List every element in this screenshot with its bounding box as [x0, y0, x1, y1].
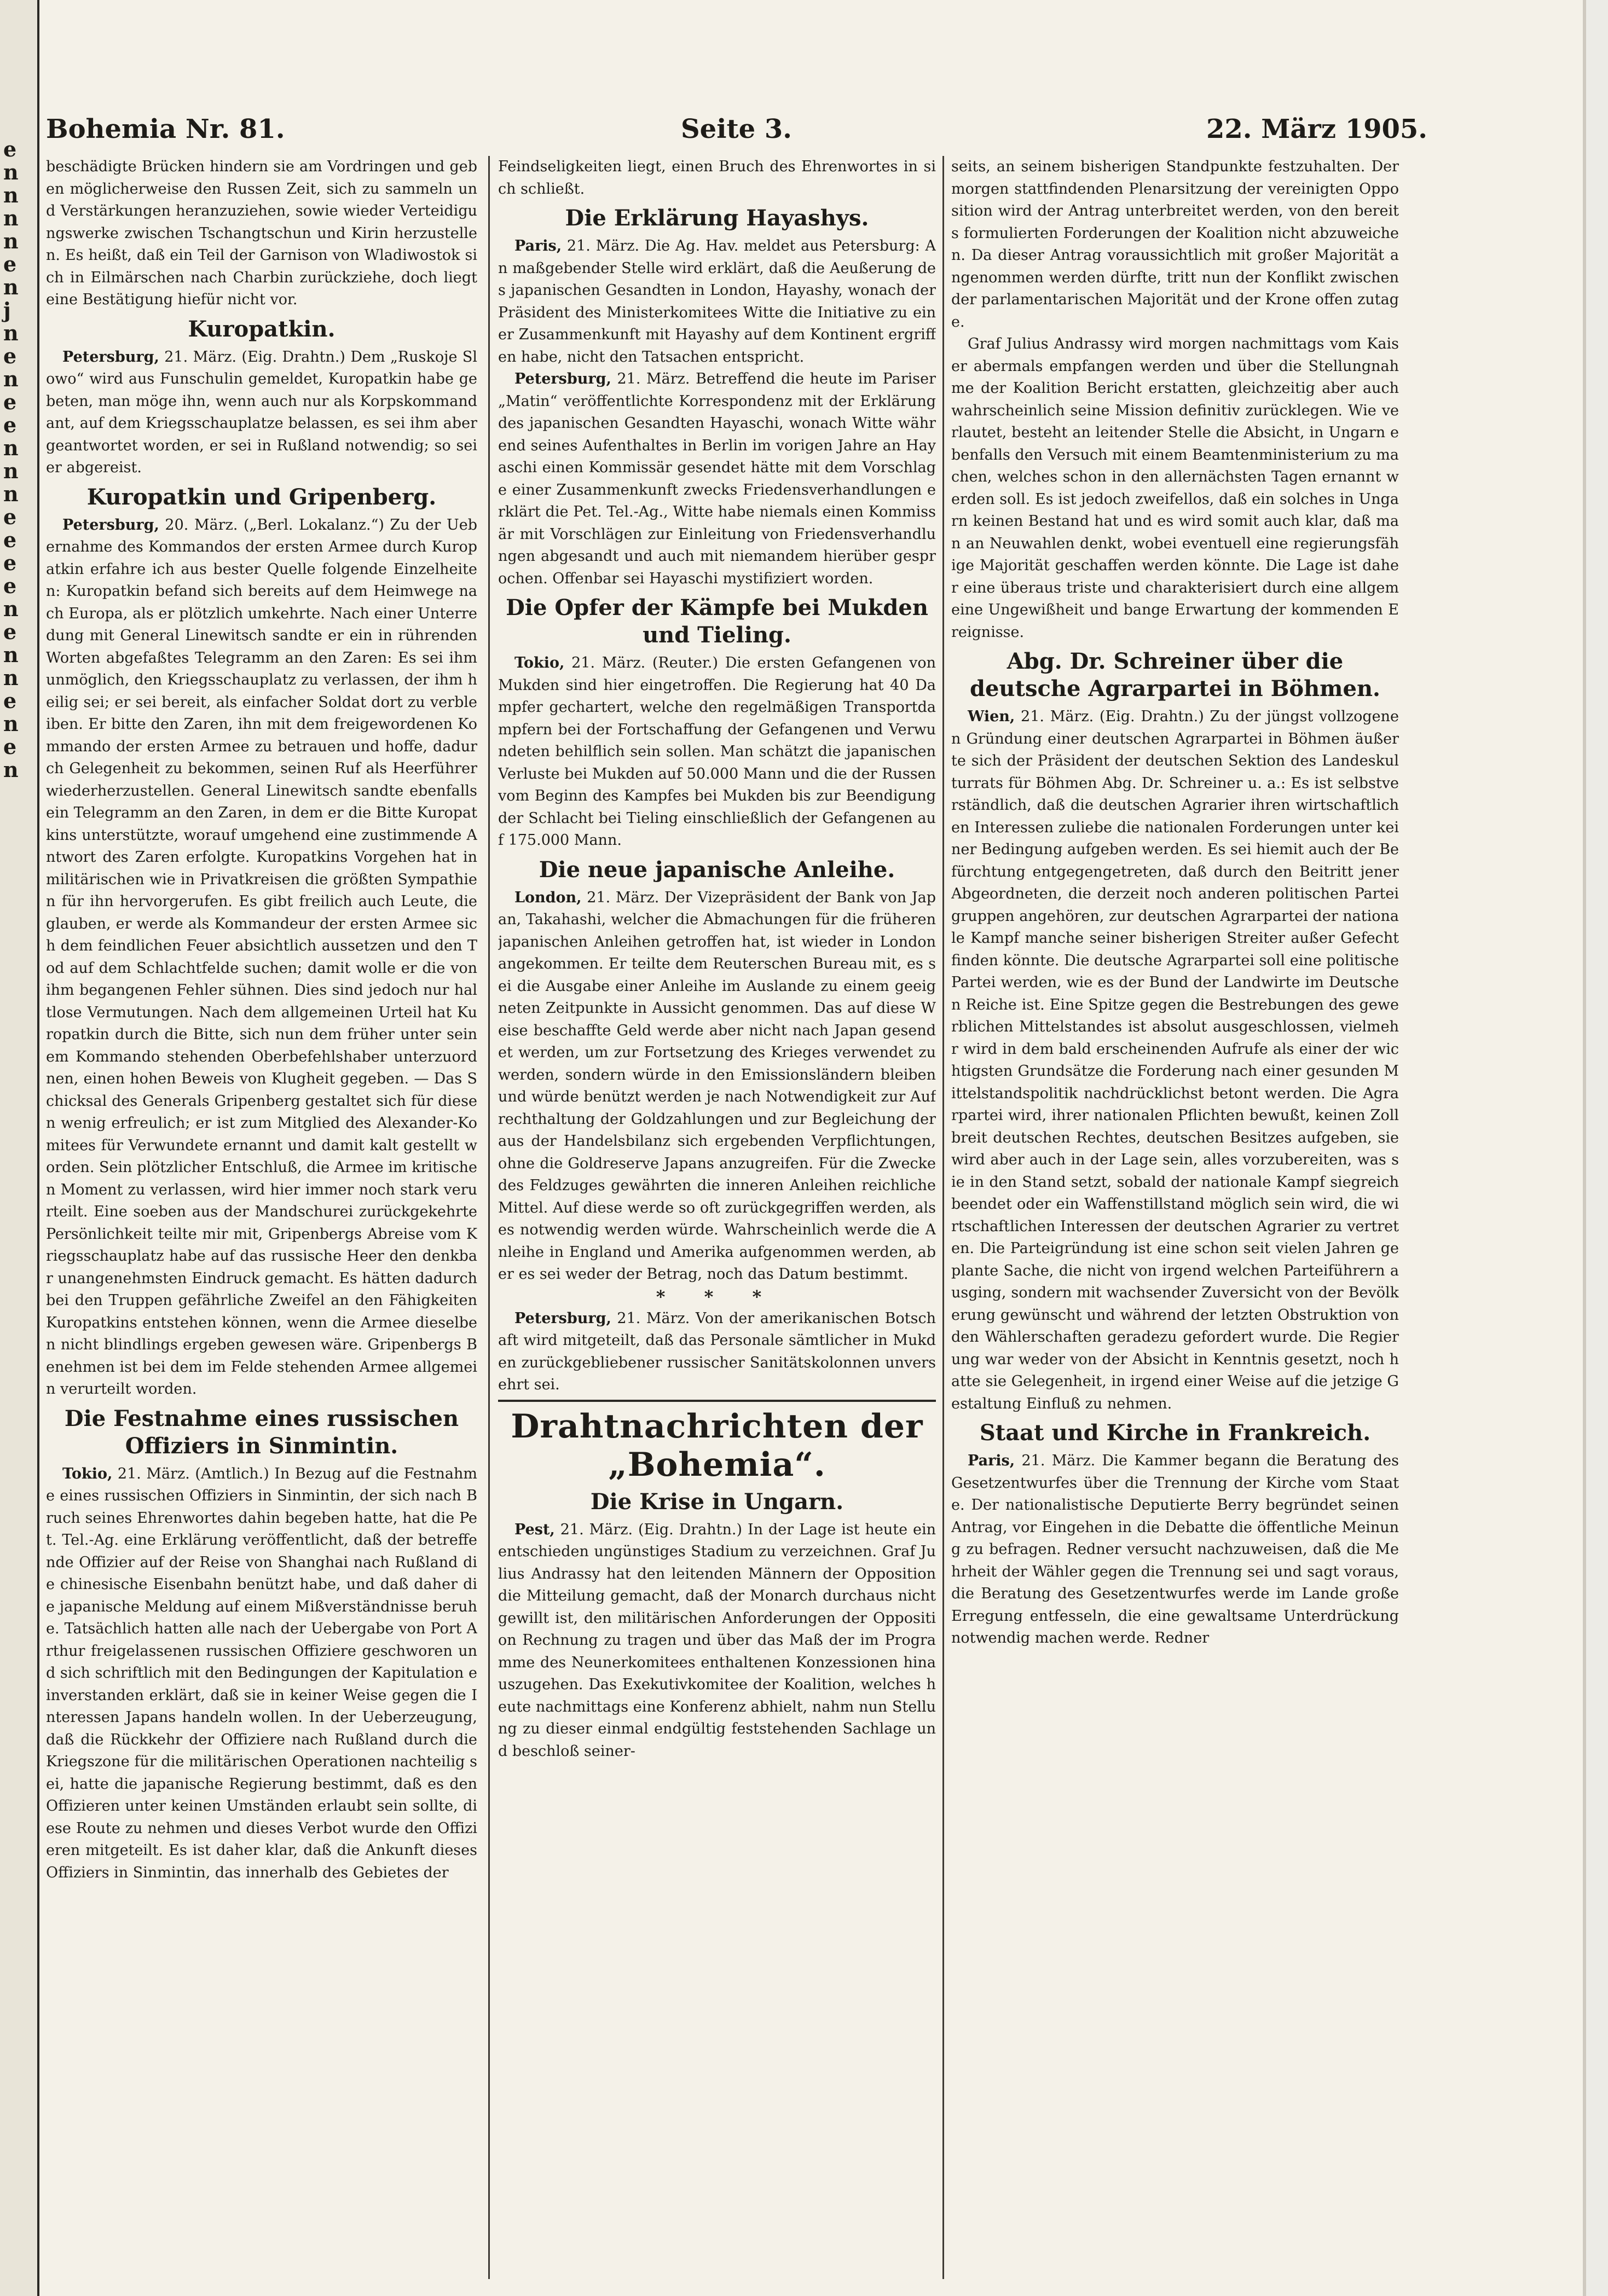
paragraph-text: 21. März. Die Ag. Hav. meldet aus Petersburg: An maßgebender Stelle wird erklärt, daß die Aeußerung des japanischen Gesandten in London, Hayashy, wonach der Präsident des Ministerkomitees Witte die Initiative zu einer Zusammenkunft mit Hayashy auf dem Kontinent ergriffen habe, nicht den Tatsachen entspricht. [498, 237, 936, 366]
dateline: Paris, [514, 237, 562, 254]
margin-letter: n [3, 160, 19, 184]
paragraph-text: Graf Julius Andrassy wird morgen nachmittags vom Kaiser abermals empfangen werden und über die Stellungnahme der Koalition Bericht erstatten, gleichzeitig aber auch wahrscheinlich seine Mission definitiv zurücklegen. Wie verlautet, besteht an leitender Stelle die Absicht, in Ungarn ebenfalls den Versuch mit einem Beamtenministerium zu machen, welches schon in den allernächsten Tagen ernannt werden soll. Es ist jedoch zweifellos, daß ein solches in Ungarn keinen Bestand hat und es wird somit auch klar, daß man an Neuwahlen denkt, wobei eventuell eine regierungsfähige Majorität geschaffen werden könnte. Die Lage ist daher eine überaus triste und charakterisiert durch eine allgemeine Ungewißheit und bange Erwartung der kommenden Ereignisse. [951, 335, 1399, 641]
margin-letter: n [3, 711, 19, 736]
paragraph-text: 21. März. Der Vizepräsident der Bank von Japan, Takahashi, welcher die Abmachungen für die früheren japanischen Anleihen getroffen hat, ist wieder in London angekommen. Er teilte dem Reuterschen Bureau mit, es sei die Ausgabe einer Anleihe im Auslande zu einem geeigneten Zeitpunkte in Aussicht genommen. Das auf diese Weise beschaffte Geld werde aber nicht nach Japan gesendet werden, um zur Fortsetzung des Krieges verwendet zu werden, sondern würde in den Emissionsländern bleiben und würde benützt werden je nach Notwendigkeit zur Aufrechthaltung der Goldzahlungen und zur Begleichung der aus der Handelsbilanz sich ergebenden Verpflichtungen, ohne die Goldreserve Japans anzugreifen. Für die Zwecke des Feldzuges gewährten die inneren Anleihen reichliche Mittel. Auf diese werde so oft zurückgegriffen werden, als es notwendig werden würde. Wahrscheinlich werde die Anleihe in England und Amerika aufgenommen werden, aber es sei weder der Betrag, noch das Datum bestimmt. [498, 889, 936, 1283]
margin-letter: n [3, 206, 19, 230]
margin-letter: n [3, 482, 19, 506]
article-paragraph [951, 156, 1399, 333]
dateline: Petersburg, [62, 348, 159, 366]
margin-letter: n [3, 642, 19, 667]
article-paragraph [46, 1463, 477, 1885]
article-paragraph [46, 346, 477, 479]
margin-letter: e [3, 619, 17, 644]
page-edge [1586, 0, 1608, 2296]
article-headline: Die Erklärung Hayashys. [565, 205, 869, 231]
margin-letter: n [3, 183, 19, 207]
paragraph-text: 21. März. (Eig. Drahtn.) In der Lage ist heute ein entschieden ungünstiges Stadium zu verzeichnen. Graf Julius Andrassy hat den leitenden Männern der Opposition die Mitteilung gemacht, daß der Monarch durchaus nicht gewillt ist, den militärischen Anforderungen der Opposition Rechnung zu tragen und über das Maß der im Programme des Neunerkomitees enthaltenen Konzessionen hinauszugehen. Das Exekutivkomitee der Koalition, welches heute nachmittags eine Konferenz abhielt, nahm nun Stellung zu dieser einmal endgültig feststehenden Sachlage und beschloß seiner- [498, 1521, 936, 1760]
margin-letter: e [3, 688, 17, 713]
margin-letter: n [3, 596, 19, 621]
column-rule [942, 156, 944, 2279]
margin-letter: n [3, 275, 19, 299]
article-headline: Die Opfer der Kämpfe bei Mukden und Tieling. [506, 595, 928, 648]
dateline: Petersburg, [514, 370, 611, 387]
article-headline: Kuropatkin. [188, 316, 336, 342]
dateline: London, [514, 889, 582, 906]
margin-letter: e [3, 550, 17, 575]
paragraph-text: 21. März. (Eig. Drahtn.) Zu der jüngst vollzogenen Gründung einer deutschen Agrarpartei in Böhmen äußerte sich der Präsident der deutschen Sektion des Landeskulturrats für Böhmen Abg. Dr. Schreiner u. a.: Es ist selbstverständlich, daß die deutschen Agrarier ihren wirtschaftlichen Interessen zuliebe die nationalen Forderungen unter keiner Bedingung aufgeben werden. Es sei hiemit auch der Befürchtung entgegengetreten, daß durch den Beitritt jener Abgeordneten, die derzeit noch anderen politischen Parteigruppen angehören, zur deutschen Agrarpartei der nationale Kampf manche seiner bisherigen Streiter außer Gefecht finden könnte. Die deutsche Agrarpartei soll eine politische Partei werden, wie es der Bund der Landwirte im Deutschen Reiche ist. Eine Spitze gegen die Bestrebungen des gewerblichen Mittelstandes ist absolut ausgeschlossen, vielmehr wird in dem bald erscheinenden Aufrufe als einer der wichtigsten Grundsätze die Forderung nach einer gesunden Mittelstandspolitik nachdrücklichst betont werden. Die Agrarpartei wird, ihrer nationalen Pflichten bewußt, keinen Zoll breit deutschen Rechtes, deutschen Besitzes aufgeben, sie wird aber auch in der Lage sein, alles vorzubereiten, was sie in den Stand setzt, sobald der nationale Kampf siegreich beendet oder ein Waffenstillstand möglich sein wird, die wirtschaftlichen Interessen der deutschen Agrarier zu vertreten. Die Parteigründung ist eine schon seit vielen Jahren geplante Sache, die nicht von irgend welchen Parteiführern ausging, sondern mit wachsender Zuversicht von der Bevölkerung gewünscht und während der letzten Obstruktion von den Wählerschaften geradezu gefordert wurde. Die Regierung war weder von der Absicht in Kenntnis gesetzt, noch hatte sie Gelegenheit, in irgend einer Weise auf die jetzige Gestaltung Einfluß zu nehmen. [951, 708, 1399, 1412]
dateline: Petersburg, [62, 516, 159, 534]
margin-letter: e [3, 137, 17, 161]
article-paragraph [498, 1519, 936, 1763]
paragraph-text: 21. März. (Amtlich.) In Bezug auf die Festnahme eines russischen Offiziers in Sinmintin, der sich nach Bruch seines Ehrenwortes dahin begeben hatte, hat die Pet. Tel.-Ag. eine Erklärung veröffentlicht, daß der betreffende Offizier auf der Reise von Shanghai nach Rußland die chinesische Eisenbahn benützt habe, und daß daher die japanische Meldung auf einem Mißverständnisse beruhe. Tatsächlich hatten alle nach der Uebergabe von Port Arthur freigelassenen russischen Offiziere geschworen und sich schriftlich mit den Bedingungen der Kapitulation einverstanden erklärt, daß sie in keiner Weise gegen die Interessen Japans handeln wollen. In der Ueberzeugung, daß die Rückkehr der Offiziere nach Rußland durch die Kriegszone für die militärischen Operationen nachteilig sei, hatte die japanische Regierung bestimmt, daß es den Offizieren unter keinen Umständen erlaubt sein sollte, diese Route zu nehmen und dieses Verbot wurde den Offizieren mitgeteilt. Es ist daher klar, daß die Ankunft dieses Offiziers in Sinmintin, das innerhalb des Gebietes der [46, 1465, 477, 1881]
paragraph-text: 21. März. (Eig. Drahtn.) Dem „Ruskoje Slowo“ wird aus Funschulin gemeldet, Kuropatkin habe gebeten, man möge ihn, wenn auch nur als Korpskommandant, auf dem Kriegsschauplatze belassen, es sei ihm aber geantwortet worden, er sei in Rußland notwendig; so sei er abgereist. [46, 348, 477, 476]
article-paragraph [951, 333, 1399, 643]
margin-letter: n [3, 459, 19, 483]
article-paragraph [46, 156, 477, 311]
article-headline: Die Krise in Ungarn. [590, 1488, 844, 1515]
article-headline: Die Festnahme eines russischen Offiziers in Sinmintin. [64, 1405, 459, 1459]
margin-letter: e [3, 252, 17, 276]
paragraph-text: 20. März. („Berl. Lokalanz.“) Zu der Uebernahme des Kommandos der ersten Armee durch Kuropatkin erfahre ich aus bester Quelle folgende Einzelheiten: Kuropatkin befand sich bereits auf dem Heimwege nach Europa, als er plötzlich umkehrte. Nach einer Unterredung mit General Linewitsch sandte er ein in rührenden Worten abgefaßtes Telegramm an den Zaren: Es sei ihm unmöglich, den Kriegsschauplatz zu verlassen, der ihm heilig sei; er sei bereit, als einfacher Soldat dort zu verbleiben. Er bitte den Zaren, ihn mit dem freigewordenen Kommando der ersten Armee zu betrauen und hoffe, dadurch Gelegenheit zu bekommen, seinen Ruf als Heerführer wiederherzustellen. General Linewitsch sandte ebenfalls ein Telegramm an den Zaren, in dem er die Bitte Kuropatkins unterstützte, worauf umgehend eine zustimmende Antwort des Zaren erfolgte. Kuropatkins Vorgehen hat in militärischen wie in Privatkreisen die größten Sympathien für ihn hervorgerufen. Es gibt freilich auch Leute, die glauben, er werde als Kommandeur der ersten Armee sich dem feindlichen Feuer absichtlich aussetzen und den Tod auf dem Schlachtfelde suchen; damit wolle er die von ihm begangenen Fehler sühnen. Dies sind jedoch nur haltlose Vermutungen. Nach dem allgemeinen Urteil hat Kuropatkin durch die Bitte, sich nun dem früher unter seinem Kommando stehenden Oberbefehlshaber unterzuordnen, einen hohen Beweis von Klugheit gegeben. — Das Schicksal des Generals Gripenberg gestaltet sich für diesen wenig erfreulich; er ist zum Mitglied des Alexander-Komitees für Verwundete ernannt und damit kalt gestellt worden. Sein plötzlicher Entschluß, die Armee im kritischen Moment zu verlassen, wird hier immer noch stark verurteilt. Eine soeben aus der Mandschurei zurückgekehrte Persönlichkeit teilte mir mit, Gripenbergs Abreise vom Kriegsschauplatz habe auf das russische Heer den denkbar unangenehmsten Eindruck gemacht. Es hätten dadurch bei den Truppen gefährliche Zweifel an den Fähigkeiten Kuropatkins entstehen können, wenn die Armee dieselben nicht blindlings ergeben gewesen wäre. Gripenbergs Benehmen ist bei dem im Felde stehenden Armee allgemein verurteilt worden. [46, 516, 477, 1398]
header-date: 22. März 1905. [1206, 114, 1428, 144]
margin-letter: n [3, 665, 19, 690]
article-paragraph [498, 652, 936, 852]
dateline: Tokio, [514, 654, 565, 671]
column-rule [488, 156, 490, 2279]
margin-letter: j [3, 298, 11, 322]
paragraph-text: 21. März. Die Kammer begann die Beratung des Gesetzentwurfes über die Trennung der Kirche vom Staate. Der nationalistische Deputierte Berry begründet seinen Antrag, vor Eingehen in die Debatte die öffentliche Meinung zu befragen. Redner versucht nachzuweisen, daß die Mehrheit der Wähler gegen die Trennung sei und sagt voraus, die Beratung des Gesetzentwurfes werde im Lande große Erregung entfesseln, die eine gewaltsame Unterdrückung notwendig machen werde. Redner [951, 1452, 1399, 1646]
dateline: Pest, [514, 1521, 555, 1538]
paragraph-text: 21. März. Von der amerikanischen Botschaft wird mitgeteilt, daß das Personale sämtlicher in Mukden zurückgebliebener russischer Sanitätskolonnen unversehrt sei. [498, 1309, 936, 1393]
column-1 [46, 156, 477, 2290]
header-page-number: Seite 3. [681, 114, 792, 144]
margin-letter: n [3, 229, 19, 253]
article-paragraph [951, 706, 1399, 1415]
adjacent-page-margin [0, 0, 39, 2296]
article-paragraph [498, 1308, 936, 1396]
section-heading: Drahtnachrichten der „Bohemia“. [498, 1400, 936, 1484]
paragraph-text: Feindseligkeiten liegt, einen Bruch des Ehrenwortes in sich schließt. [498, 158, 936, 198]
article-headline: Abg. Dr. Schreiner über die deutsche Agrarpartei in Böhmen. [970, 648, 1380, 701]
margin-letter: e [3, 413, 17, 437]
margin-letter: e [3, 734, 17, 759]
dateline: Petersburg, [514, 1309, 611, 1327]
margin-letter: n [3, 436, 19, 460]
dateline: Wien, [968, 708, 1015, 725]
article-paragraph [951, 1450, 1399, 1650]
margin-letter: n [3, 321, 19, 345]
paragraph-text: 21. März. (Reuter.) Die ersten Gefangenen von Mukden sind hier eingetroffen. Die Regierung hat 40 Dampfer gechartert, welche den regelmäßigen Transportdampfern bei der Fortschaffung der Gefangenen und Verwundeten behilflich sein sollen. Man schätzt die japanischen Verluste bei Mukden auf 50.000 Mann und die der Russen vom Beginn des Kampfes bei Mukden bis zur Beendigung der Schlacht bei Tieling einschließlich der Gefangenen auf 175.000 Mann. [498, 654, 936, 849]
article-paragraph [498, 235, 936, 368]
paragraph-text: 21. März. Betreffend die heute im Pariser „Matin“ veröffentlichte Korrespondenz mit der Erklärung des japanischen Gesandten Hayaschi, wonach Witte während seines Aufenthaltes in Berlin im vorigen Jahre an Hayaschi einen Kommissär gesendet hätte mit dem Vorschlage einer Zusammenkunft zwecks Friedensverhandlungen erklärt die Pet. Tel.-Ag., Witte habe niemals einen Kommissär mit Vorschlägen zur Einleitung von Friedensverhandlungen abgesandt und auch mit niemandem hierüber gesprochen. Offenbar sei Hayaschi mystifiziert worden. [498, 370, 936, 587]
article-paragraph [498, 887, 936, 1286]
margin-letter: n [3, 367, 19, 391]
page-header [46, 114, 1428, 147]
paragraph-text: seits, an seinem bisherigen Standpunkte festzuhalten. Der morgen stattfindenden Plenarsitzung der vereinigten Opposition wird der Antrag unterbreitet werden, von den bereits formulierten Forderungen der Koalition nicht abzuweichen. Da dieser Antrag voraussichtlich mit großer Majorität angenommen werden dürfte, tritt nun der Konflikt zwischen der parlamentarischen Majorität und der Krone offen zutage. [951, 158, 1399, 331]
paragraph-text: beschädigte Brücken hindern sie am Vordringen und geben möglicherweise den Russen Zeit, sich zu sammeln und Verstärkungen heranzuziehen, sowie wieder Verteidigungswerke zwischen Tschangtschun und Kirin herzustellen. Es heißt, daß ein Teil der Garnison von Wladiwostok sich in Eilmärschen nach Charbin zurückziehe, doch liegt eine Bestätigung hiefür nicht vor. [46, 158, 477, 308]
margin-letter: e [3, 505, 17, 529]
margin-letter: e [3, 344, 17, 368]
margin-letter: n [3, 757, 19, 782]
article-headline: Die neue japanische Anleihe. [539, 856, 895, 883]
section-separator: * * * [656, 1286, 778, 1307]
dateline: Tokio, [62, 1465, 113, 1482]
margin-letter: e [3, 390, 17, 414]
margin-letter: e [3, 573, 17, 598]
article-paragraph [498, 156, 936, 200]
margin-letter: e [3, 527, 17, 552]
article-headline: Kuropatkin und Gripenberg. [86, 484, 437, 510]
column-2 [498, 156, 936, 2290]
dateline: Paris, [968, 1452, 1015, 1469]
article-paragraph [498, 368, 936, 590]
article-headline: Staat und Kirche in Frankreich. [979, 1420, 1371, 1446]
column-3 [951, 156, 1399, 2290]
header-publication: Bohemia Nr. 81. [46, 114, 285, 144]
article-paragraph [46, 514, 477, 1401]
